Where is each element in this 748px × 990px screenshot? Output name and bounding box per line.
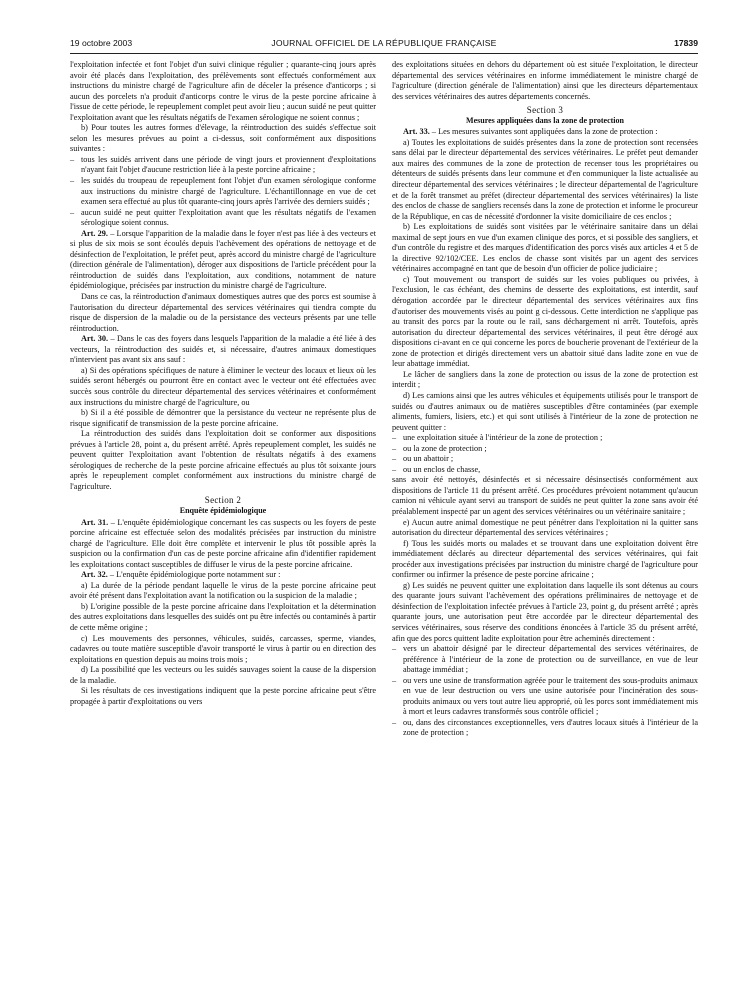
list-item: – aucun suidé ne peut quitter l'exploitation avant que les résultats négatifs de l'examen sérologique soient connus. <box>70 208 376 229</box>
paragraph: b) L'origine possible de la peste porcine africaine dans l'exploitation et la détermination des autres exploitations dans lesquelles des suidés ont pu être infectés ou contaminés à partir de cette même origine ; <box>70 601 376 632</box>
page-header <box>70 38 698 52</box>
header-date: 19 octobre 2003 <box>70 38 133 48</box>
article-number: Art. 29. <box>81 228 108 238</box>
paragraph: Si les résultats de ces investigations indiquent que la peste porcine africaine peut s'être propagée à partir d'exploitations ou vers <box>70 686 376 706</box>
paragraph: c) Les mouvements des personnes, véhicules, suidés, carcasses, sperme, viandes, cadavres ou toute matière susceptible d'avoir transporté le virus à partir ou en direction des exploitations en question depuis au moins trois mois ; <box>70 633 376 664</box>
article-33 <box>392 127 698 138</box>
paragraph: d) La possibilité que les vecteurs ou les suidés sauvages soient la cause de la dispersion de la maladie. <box>70 665 376 685</box>
dash-list <box>70 155 376 229</box>
paragraph: e) Aucun autre animal domestique ne peut pénétrer dans l'exploitation ni la quitter sans autorisation du directeur départemental des services vétérinaires ; <box>392 517 698 538</box>
list-item: – une exploitation située à l'intérieur de la zone de protection ; <box>392 433 698 444</box>
dash-list <box>392 433 698 475</box>
article-text: – Dans le cas des foyers dans lesquels l'apparition de la maladie a été liée à des vecteurs, la réintroduction des suidés et, si nécessaire, d'autres animaux domestiques n'intervient pas avant six ans sauf : <box>70 334 376 365</box>
article-text: – L'enquête épidémiologique porte notamment sur : <box>107 570 281 580</box>
paragraph: des exploitations situées en dehors du département où est située l'exploitation, le directeur départemental des services vétérinaires en informe immédiatement le ministre chargé de l'agriculture (direction générale de l'alimentation) ainsi que les directeurs départementaux des services vétérinaires des autres départements concernés. <box>392 60 698 101</box>
article-number: Art. 33. <box>403 127 430 137</box>
left-column <box>70 60 376 707</box>
paragraph: Le lâcher de sangliers dans la zone de protection ou issus de la zone de protection est interdit ; <box>392 369 698 390</box>
section-title: Section 2 <box>204 495 242 506</box>
list-item: – ou un abattoir ; <box>392 454 698 465</box>
article-29 <box>70 229 376 292</box>
dash-list <box>392 644 698 739</box>
article-number: Art. 30. <box>81 334 109 344</box>
paragraph: a) La durée de la période pendant laquelle le virus de la peste porcine africaine peut avoir été présent dans l'exploitation avant la notification ou la suspicion de la maladie ; <box>70 580 376 601</box>
article-text: – Les mesures suivantes sont appliquées dans la zone de protection : <box>429 127 658 137</box>
header-page-number: 17839 <box>674 38 698 48</box>
paragraph: a) Toutes les exploitations de suidés présentes dans la zone de protection sont recensées sans délai par le directeur départemental des services vétérinaires. Le préfet peut demander aux maires des communes de la zone de protection de recenser tous les propriétaires ou détenteurs de suidés présents dans leur commune et d'en communiquer la liste actualisée au directeur départemental des services vétérinaires ; le directeur départemental de l'agriculture et de la forêt transmet au préfet (directeur départemental des services vétérinaires) la liste des enclos de chasse de sangliers recensés dans la zone de protection et informe le procureur de la République, en cas de nécessité d'ordonner la visite domiciliaire de ces enclos ; <box>392 137 698 221</box>
paragraph: La réintroduction des suidés dans l'exploitation doit se conformer aux dispositions prévues à l'article 28, point a, du présent arrêté. Après repeuplement complet, les suidés ne peuvent quitter l'exploitation avant l'obtention de résultats négatifs à des examens sérologiques de recherche de la peste porcine africaine effectués au plus tôt soixante jours après le repeuplement complet conformément aux instructions du ministre chargé de l'agriculture. <box>70 429 376 491</box>
list-item: – les suidés du troupeau de repeuplement font l'objet d'un examen sérologique conforme aux instructions du ministre chargé de l'agriculture. L'échantillonnage en vue de cet examen sera effectué au plus tôt quarante-cinq jours après l'arrivée des derniers suidés ; <box>70 176 376 208</box>
article-30 <box>70 334 376 366</box>
article-32 <box>70 570 376 581</box>
article-text: – L'enquête épidémiologique concernant les cas suspects ou les foyers de peste porcine africaine est effectuée selon des modalités précisées par instruction du ministre chargé de l'agriculture. Elle doit être complète et intervenir le plus tôt possible après la suspicion ou la confirmation d'un cas de peste porcine africaine afin d'identifier rapidement les exploitations contact susceptibles de diffuser le virus de la peste porcine africaine. <box>70 517 376 569</box>
header-journal-title: JOURNAL OFFICIEL DE LA RÉPUBLIQUE FRANÇAISE <box>271 38 497 48</box>
paragraph: Dans ce cas, la réintroduction d'animaux domestiques autres que des porcs est soumise à l'autorisation du directeur départemental des services vétérinaires qui tiendra compte du risque de dispersion de la maladie ou de la persistance des vecteurs présents par une telle réintroduction. <box>70 292 376 333</box>
paragraph: a) Si des opérations spécifiques de nature à éliminer le vecteur des locaux et lieux où les suidés seront hébergés ou pourront être en contact avec le vecteur ont été effectuées avec succès sous contrôle du directeur départemental des services vétérinaires et conformément aux instructions du ministre chargé de l'agriculture, ou <box>70 365 376 407</box>
paragraph: b) Si il a été possible de démontrer que la persistance du vecteur ne représente plus de risque significatif de transmission de la peste porcine africaine. <box>70 408 376 428</box>
paragraph: d) Les camions ainsi que les autres véhicules et équipements utilisés pour le transport de suidés ou d'autres animaux ou de matières susceptibles d'être contaminées (par exemple aliments, fumiers, lisiers, etc.) et qui sont utilisés à l'intérieur de la zone de protection ne peuvent quitter : <box>392 390 698 432</box>
section-heading: Mesures appliquées dans la zone de protection <box>466 115 624 125</box>
list-item: – vers un abattoir désigné par le directeur départemental des services vétérinaires, de préférence à l'intérieur de la zone de protection ou de surveillance, en vue de leur abattage immédiat ; <box>392 644 698 676</box>
section-title: Section 3 <box>526 105 564 116</box>
article-number: Art. 31. <box>81 517 109 527</box>
section-heading: Enquête épidémiologique <box>179 505 267 515</box>
header-rule <box>70 53 698 54</box>
right-column <box>392 60 698 739</box>
paragraph: f) Tous les suidés morts ou malades et se trouvant dans une exploitation doivent être immédiatement déclarés au directeur départemental des services vétérinaires, qui fait procéder aux investigations précisées par instruction du ministre chargé de l'agriculture pour confirmer ou infirmer la présence de peste porcine africaine ; <box>392 538 698 580</box>
paragraph: b) Les exploitations de suidés sont visitées par le vétérinaire sanitaire dans un délai maximal de sept jours en vue d'un examen clinique des porcs, et si possible des sangliers, et d'un contrôle du registre et des marques d'identification des porcs visés aux articles 4 et 5 de la directive 92/102/CEE. Les enclos de chasse sont visités par un agent des services vétérinaires accompagné en tant que de besoin d'un officier de police judiciaire ; <box>392 222 698 274</box>
article-text: – Lorsque l'apparition de la maladie dans le foyer n'est pas liée à des vecteurs et si plus de six mois se sont écoulés depuis l'achèvement des opérations de nettoyage et de désinfection de l'exploitation, le préfet peut, après accord du ministre chargé de l'agriculture (direction générale de l'alimentation), déroger aux dispositions de l'article précédent pour la réintroduction de suidés dans l'exploitation, aux conditions, notamment de nature épidémiologique, précisées par instruction du ministre chargé de l'agriculture. <box>70 228 376 291</box>
paragraph: sans avoir été nettoyés, désinfectés et si nécessaire désinsectisés conformément aux dispositions de l'article 11 du présent arrêté. Ces procédures prévoient notamment qu'aucun camion ni véhicule ayant servi au transport de suidés ne peut quitter la zone sans avoir été préalablement inspecté par un agent des services vétérinaires ou un vétérinaire sanitaire ; <box>392 475 698 516</box>
paragraph: c) Tout mouvement ou transport de suidés sur les voies publiques ou privées, à l'exclusion, le cas échéant, des chemins de desserte des exploitations, est interdit, sauf dérogation accordée par le directeur départemental des services vétérinaires aux fins d'autoriser des mouvements visés au point g ci-dessous. Cette interdiction ne s'applique pas au transit des porcs par la route ou le rail, sans déchargement ni arrêt. Toutefois, après autorisation du directeur départemental des services vétérinaires, il peut être dérogé aux dispositions ci-avant en ce qui concerne les porcs de boucherie provenant de l'extérieur de la zone de protection et dirigés directement vers un abattoir situé dans ladite zone en vue de leur abattage immédiat. <box>392 274 698 369</box>
paragraph: l'exploitation infectée et font l'objet d'un suivi clinique régulier ; quarante-cinq jours après avoir été placés dans l'exploitation, des prélèvements sont effectués conformément aux instructions du ministre chargé de l'agriculture afin de déceler la présence d'anticorps ; si aucun des porcelets n'a produit d'anticorps contre le virus de la peste porcine africaine à l'issue de cette période, le repeuplement complet peut avoir lieu ; aucun suidé ne peut quitter l'exploitation avant que les résultats négatifs de l'examen sérologique ne soient connus ; <box>70 60 376 122</box>
article-number: Art. 32. <box>81 570 108 580</box>
list-item: – ou la zone de protection ; <box>392 444 698 455</box>
article-31 <box>70 518 376 571</box>
list-item: – ou vers une usine de transformation agréée pour le traitement des sous-produits animaux en vue de leur destruction ou vers une usine autorisée pour l'incinération des sous-produits animaux ou vers tout autre lieu approprié, où les porcs sont immédiatement mis à mort et leurs cadavres transformés sous contrôle officiel ; <box>392 676 698 718</box>
list-item: – tous les suidés arrivent dans une période de vingt jours et proviennent d'exploitations n'ayant fait l'objet d'aucune restriction liée à la peste porcine africaine ; <box>70 155 376 176</box>
list-item: – ou, dans des circonstances exceptionnelles, vers d'autres locaux situés à l'intérieur de la zone de protection ; <box>392 718 698 739</box>
paragraph: b) Pour toutes les autres formes d'élevage, la réintroduction des suidés s'effectue soit selon les mesures prévues au point a ci-dessus, soit conformément aux dispositions suivantes : <box>70 123 376 154</box>
paragraph: g) Les suidés ne peuvent quitter une exploitation dans laquelle ils sont détenus au cours des quarante jours suivant l'achèvement des opérations préliminaires de nettoyage et de désinfection de l'exploitation infectée prévues à l'article 23, point g, du présent arrêté ; après quarante jours, une autorisation peut être accordée par le directeur départemental des services vétérinaires, sous réserve des conditions énoncées à l'article 35 du présent arrêté, afin que des porcs quittent ladite exploitation pour être acheminés directement : <box>392 580 698 643</box>
list-item: – ou un enclos de chasse, <box>392 465 698 476</box>
